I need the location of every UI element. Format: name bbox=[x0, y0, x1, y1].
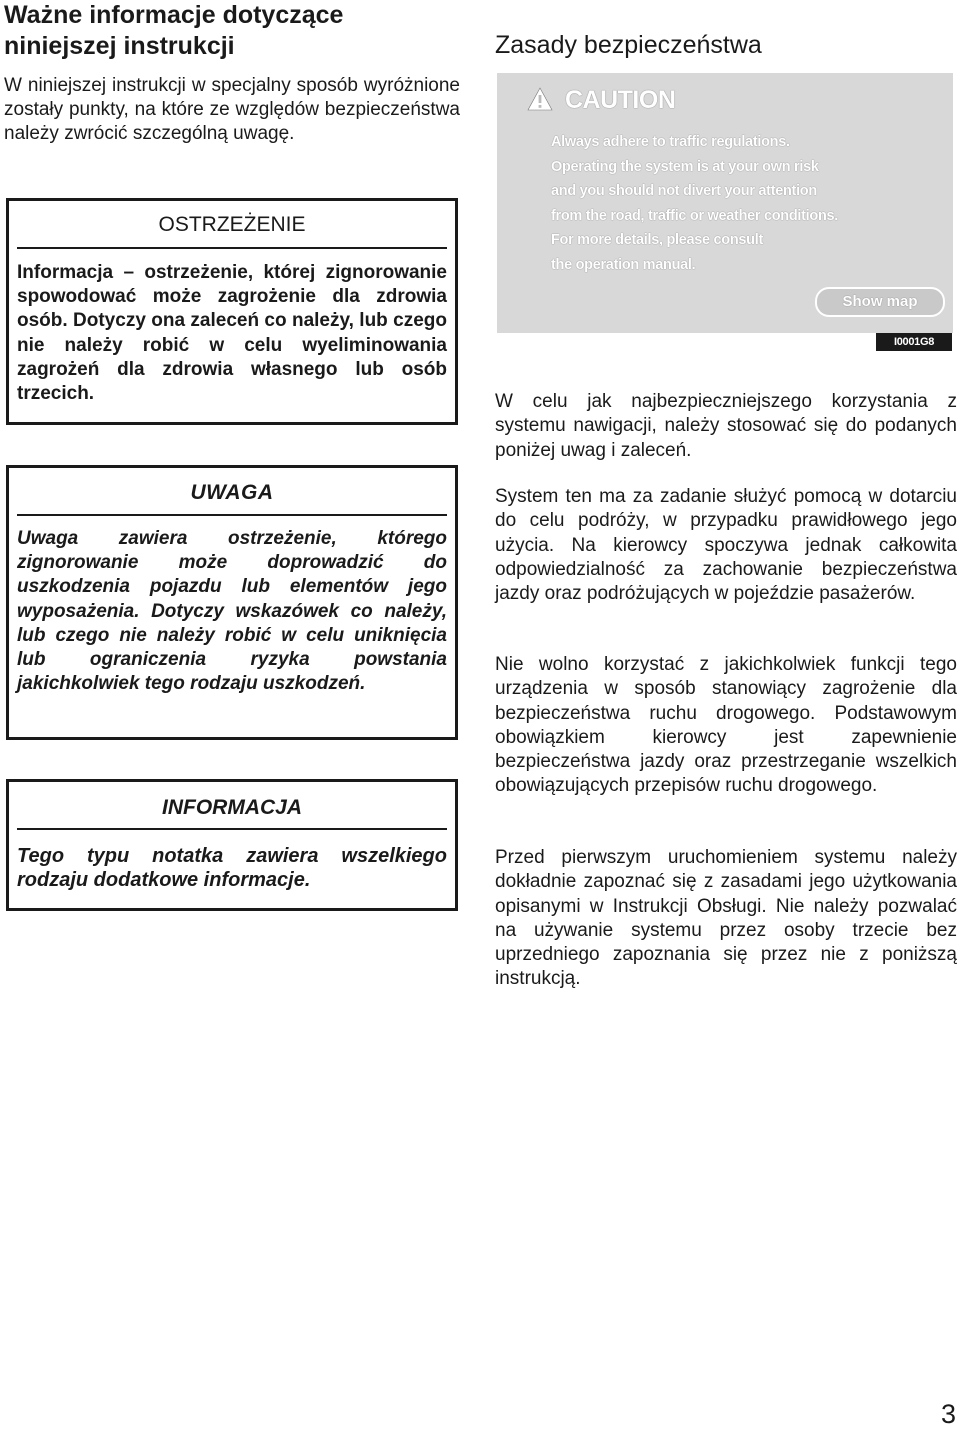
intro-paragraph: W niniejszej instrukcji w specjalny sposób wyróżnione zostały punkty, na które ze względów bezpieczeństwa należy zwrócić szczególną uwagę. bbox=[4, 75, 460, 144]
body-paragraph: Przed pierwszym uruchomieniem systemu należy dokładnie zapoznać się z zasadami jego użytkowania opisanymi w Instrukcji Obsługi. Nie należy pozwalać na używanie systemu przez osoby trzecie bez uprzedniego zapoznania się przez nie z poniższą instrukcją. bbox=[495, 847, 957, 990]
warning-triangle-icon bbox=[527, 87, 553, 111]
info-heading: INFORMACJA bbox=[162, 796, 302, 819]
note-divider bbox=[17, 514, 447, 516]
caution-message-line: Always adhere to traffic regulations. bbox=[551, 134, 790, 150]
caution-label: CAUTION bbox=[565, 86, 676, 114]
note-text: Uwaga zawiera ostrzeżenie, którego zignorowanie może doprowadzić do uszkodzenia pojazdu lub elementów jego wyposażenia. Dotyczy wskazówek co należy, lub czego nie należy robić w celu uniknięcia lub ograniczenia ryzyka powstania jakichkolwiek tego rodzaju uszkodzeń. bbox=[17, 528, 447, 695]
page-title: Ważne informacje dotyczące niniejszej instrukcji bbox=[4, 1, 344, 60]
note-box bbox=[6, 465, 458, 740]
warning-box bbox=[6, 198, 458, 425]
note-heading: UWAGA bbox=[190, 481, 274, 504]
info-divider bbox=[17, 828, 447, 830]
caution-message-line: Operating the system is at your own risk bbox=[551, 158, 819, 175]
warning-divider bbox=[17, 247, 447, 249]
caution-screen-image bbox=[497, 73, 953, 333]
caution-message-line: For more details, please consult bbox=[551, 232, 763, 248]
section-title: Zasady bezpieczeństwa bbox=[495, 31, 762, 59]
warning-text: Informacja – ostrzeżenie, której zignorowanie spowodować może zagrożenie dla zdrowia osób. Dotyczy ona zaleceń co należy, lub czego nie należy robić w celu wyeliminowania zagrożeń dla zdrowia własnego lub osób trzecich. bbox=[17, 262, 447, 405]
show-map-button[interactable]: Show map bbox=[815, 287, 945, 317]
page-number: 3 bbox=[940, 1399, 956, 1429]
info-box bbox=[6, 779, 458, 911]
body-paragraph: W celu jak najbezpieczniejszego korzystania z systemu nawigacji, należy stosować się do podanych poniżej uwag i zaleceń. bbox=[495, 391, 957, 461]
warning-heading: OSTRZEŻENIE bbox=[158, 213, 306, 236]
caution-message-line: and you should not divert your attention bbox=[551, 183, 817, 199]
image-code-label: I0001G8 bbox=[876, 333, 952, 351]
info-text: Tego typu notatka zawiera wszelkiego rodzaju dodatkowe informacje. bbox=[17, 845, 447, 892]
body-paragraph: System ten ma za zadanie służyć pomocą w dotarciu do celu podróży, w przypadku prawidłowego jego użycia. Na kierowcy spoczywa jednak całkowita odpowiedzialność za zachowanie bezpieczeństwa jazdy oraz podróżujących w pojeździe pasażerów. bbox=[495, 486, 957, 605]
body-paragraph: Nie wolno korzystać z jakichkolwiek funkcji tego urządzenia w sposób stanowiący zagrożenie dla bezpieczeństwa ruchu drogowego. Podstawowym obowiązkiem kierowcy jest zapewnienie bezpieczeństwa jazdy oraz przestrzeganie wszelkich obowiązujących przepisów ruchu drogowego. bbox=[495, 654, 957, 797]
caution-message-line: the operation manual. bbox=[551, 256, 696, 273]
caution-message-line: from the road, traffic or weather conditions. bbox=[551, 207, 839, 224]
caution-message bbox=[551, 130, 931, 277]
